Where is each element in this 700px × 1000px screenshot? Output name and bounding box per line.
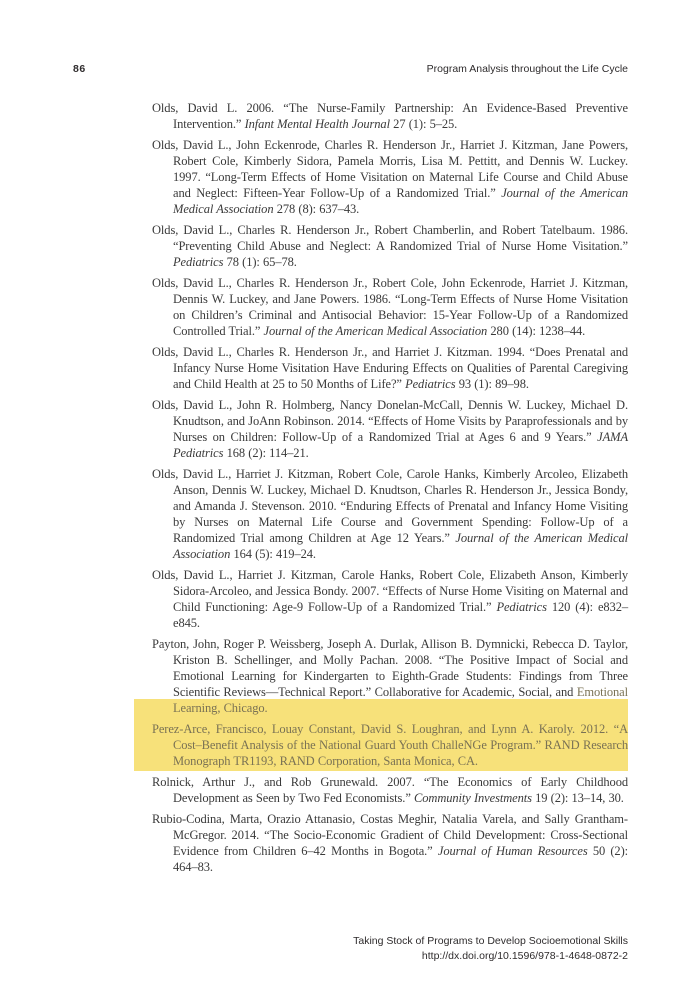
- journal-title: Community Investments: [414, 791, 532, 805]
- page-number: 86: [73, 63, 86, 75]
- journal-title: Pediatrics: [405, 377, 456, 391]
- footer-book-title: Taking Stock of Programs to Develop Socioemotional Skills: [353, 935, 628, 947]
- reference-entry: [152, 397, 628, 461]
- reference-text: Olds, David L., John R. Holmberg, Nancy Donelan-McCall, Dennis W. Luckey, Michael D. Knudtson, and JoAnn Robinson. 2014. “Effects of Home Visits by Paraprofessionals and by Nurses on Children: Follow-Up of a Randomized Trial at Ages 6 and 9 Years.”: [152, 398, 628, 444]
- reference-entry: [152, 811, 628, 875]
- running-header-title: Program Analysis throughout the Life Cycle: [426, 63, 628, 75]
- reference-entry: [152, 137, 628, 217]
- reference-text: Olds, David L., Harriet J. Kitzman, Carole Hanks, Robert Cole, Elizabeth Anson, Kimberly Sidora-Arcoleo, and Jessica Bondy. 2007. “Effects of Nurse Home Visiting on Maternal and Child Functioning: Age-9 Follow-Up of a Randomized Trial.”: [152, 568, 628, 614]
- reference-text: 120 (4): e832–e845.: [173, 600, 628, 630]
- reference-text: 19 (2): 13–14, 30.: [531, 791, 624, 805]
- reference-entry: [152, 774, 628, 806]
- reference-text: Olds, David L., Charles R. Henderson Jr., Robert Chamberlin, and Robert Tatelbaum. 1986. “Preventing Child Abuse and Neglect: A Randomized Trial of Nurse Home Visitation.”: [152, 223, 628, 253]
- highlighted-text: Emotional Learning, Chicago.: [173, 685, 628, 715]
- reference-list: [152, 100, 628, 880]
- reference-text: Olds, David L., Charles R. Henderson Jr., and Harriet J. Kitzman. 1994. “Does Prenatal and Infancy Nurse Home Visitation Have Enduring Effects on Qualities of Parental Caregiving and Child Health at 25 to 50 Months of Life?”: [152, 345, 628, 391]
- journal-title: Journal of the American Medical Association: [173, 186, 628, 216]
- reference-entry: [152, 222, 628, 270]
- reference-text: 280 (14): 1238–44.: [487, 324, 586, 338]
- journal-title: Infant Mental Health Journal: [244, 117, 390, 131]
- journal-title: JAMA Pediatrics: [173, 430, 628, 460]
- reference-entry: [152, 100, 628, 132]
- running-header: [73, 62, 628, 76]
- journal-title: Pediatrics: [496, 600, 547, 614]
- reference-text: 78 (1): 65–78.: [223, 255, 297, 269]
- reference-text: 27 (1): 5–25.: [389, 117, 458, 131]
- journal-title: Journal of Human Resources: [437, 844, 588, 858]
- page-footer: [353, 934, 628, 964]
- journal-title: Pediatrics: [173, 255, 224, 269]
- journal-title: Journal of the American Medical Association: [173, 531, 628, 561]
- reference-text: Olds, David L., Charles R. Henderson Jr., Robert Cole, John Eckenrode, Harriet J. Kitzman, Dennis W. Luckey, and Jane Powers. 1986. “Long-Term Effects of Nurse Home Visitation on Children’s Criminal and Antisocial Behavior: 15-Year Follow-Up of a Randomized Controlled Trial.”: [152, 276, 628, 338]
- reference-text: 168 (2): 114–21.: [223, 446, 309, 460]
- reference-text: Olds, David L. 2006. “The Nurse-Family Partnership: An Evidence-Based Preventive Intervention.”: [152, 101, 628, 131]
- reference-entry: [152, 636, 628, 716]
- reference-text: 278 (8): 637–43.: [273, 202, 360, 216]
- reference-entry: [152, 466, 628, 562]
- reference-text: Payton, John, Roger P. Weissberg, Joseph A. Durlak, Allison B. Dymnicki, Rebecca D. Taylor, Kriston B. Schellinger, and Molly Pachan. 2008. “The Positive Impact of Social and Emotional Learning for Kindergarten to Eighth-Grade Students: Findings from Three Scientific Reviews—Technical Report.” Collaborative for Academic, Social, and: [152, 637, 628, 699]
- reference-text: Perez-Arce, Francisco, Louay Constant, David S. Loughran, and Lynn A. Karoly. 2012. “A Cost–Benefit Analysis of the National Guard Youth ChalleNGe Program.” RAND Research Monograph TR1193, RAND Corporation, Santa Monica, CA.: [152, 722, 628, 768]
- reference-entry: [152, 275, 628, 339]
- reference-text: 164 (5): 419–24.: [230, 547, 316, 561]
- reference-text: 50 (2): 464–83.: [173, 844, 629, 874]
- footer-doi: http://dx.doi.org/10.1596/978-1-4648-0872-2: [421, 950, 628, 962]
- reference-text: Olds, David L., Harriet J. Kitzman, Robert Cole, Carole Hanks, Kimberly Arcoleo, Elizabeth Anson, Dennis W. Luckey, Michael D. Knudtson, Charles R. Henderson Jr., Jessica Bondy, and Amanda J. Stevenson. 2010. “Enduring Effects of Prenatal and Infancy Home Visiting by Nurses on Maternal Life Course and Government Spending: Follow-Up of a Randomized Trial among Children at Age 12 Years.”: [152, 467, 628, 545]
- reference-text: Olds, David L., John Eckenrode, Charles R. Henderson Jr., Harriet J. Kitzman, Jane Powers, Robert Cole, Kimberly Sidora, Pamela Morris, Lisa M. Pettitt, and Dennis W. Luckey. 1997. “Long-Term Effects of Home Visitation on Maternal Life Course and Child Abuse and Neglect: Fifteen-Year Follow-Up of a Randomized Trial.”: [152, 138, 628, 200]
- reference-entry: [152, 344, 628, 392]
- reference-entry: [152, 721, 628, 769]
- reference-text: Rubio-Codina, Marta, Orazio Attanasio, Costas Meghir, Natalia Varela, and Sally Grantham-McGregor. 2014. “The Socio-Economic Gradient of Child Development: Cross-Sectional Evidence from Children 6–42 Months in Bogota.”: [152, 812, 628, 858]
- journal-title: Journal of the American Medical Association: [263, 324, 488, 338]
- reference-entry: [152, 567, 628, 631]
- reference-text: 93 (1): 89–98.: [455, 377, 529, 391]
- reference-text: Rolnick, Arthur J., and Rob Grunewald. 2007. “The Economics of Early Childhood Development as Seen by Two Fed Economists.”: [152, 775, 628, 805]
